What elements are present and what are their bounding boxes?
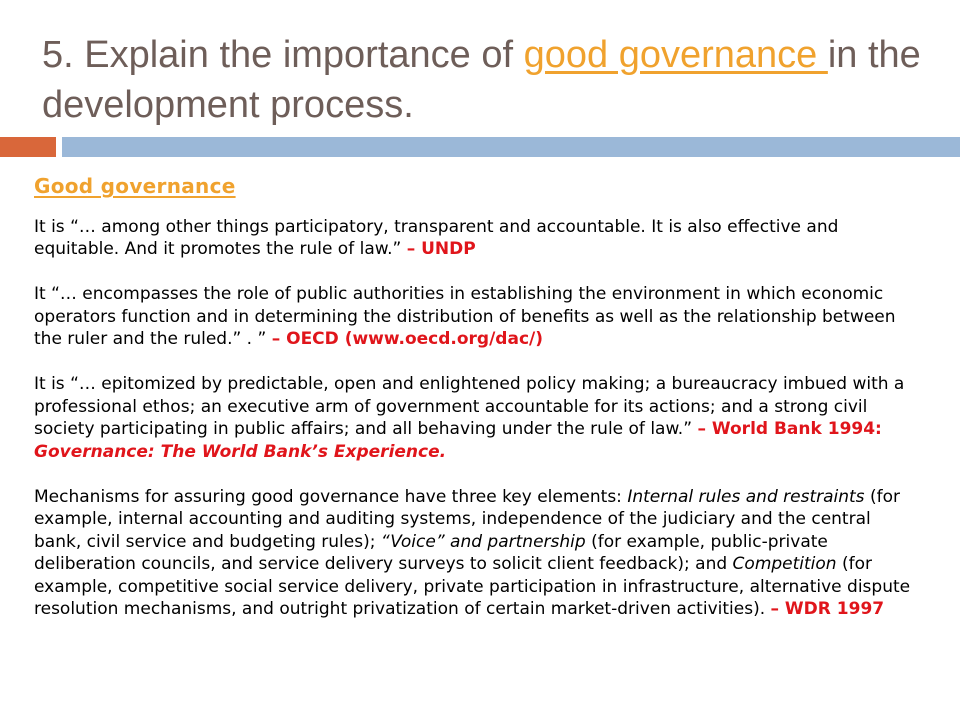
emphasis-competition: Competition — [732, 554, 837, 574]
body-text: (for example, internal accounting and auditing systems, independence of the judiciary and the central bank, civil service and budgeting rules); — [34, 486, 900, 552]
source-title: Governance: The World Bank’s Experience. — [34, 441, 447, 462]
title-prefix: 5. Explain the importance of — [42, 34, 524, 76]
quote-text: It is “… epitomized by predictable, open and enlightened policy making; a bureaucracy imbued with a professional ethos; an executive arm of government accountable for its actions; and a strong civil society participating in public affairs; and all behaving under the rule of law.” — [34, 374, 905, 439]
accent-bar-blue — [62, 137, 960, 157]
definition-world-bank — [34, 373, 914, 463]
source-citation: – WDR 1997 — [770, 599, 885, 619]
source-name: – World Bank 1994: — [697, 419, 882, 439]
body-text: (for example, competitive social service delivery, private participation in infrastructure, alternative dispute resolution mechanisms, and outright privatization of certain market-driven activities). — [34, 554, 911, 619]
definition-undp — [34, 216, 914, 261]
slide-body — [34, 175, 914, 643]
source-citation: – OECD (www.oecd.org/dac/) — [271, 329, 543, 349]
section-heading-link[interactable]: Good governance — [34, 174, 236, 198]
body-text: Mechanisms for assuring good governance have three key elements: — [34, 486, 628, 507]
source-citation: – UNDP — [406, 239, 476, 259]
slide-title — [42, 30, 942, 130]
body-text: (for example, public-private deliberation councils, and service delivery surveys to solicit client feedback); and — [34, 531, 828, 574]
title-suffix: in the development process. — [42, 34, 921, 126]
emphasis-voice: “Voice” and partnership — [380, 531, 586, 552]
accent-bar-orange — [0, 137, 56, 157]
mechanisms-paragraph — [34, 486, 914, 621]
quote-text: It “… encompasses the role of public authorities in establishing the environment in which economic operators function and in determining the distribution of benefits as well as the relationship between the ruler and the ruled.” . ” — [34, 284, 896, 349]
title-link-good-governance[interactable]: good governance — [523, 34, 828, 76]
quote-text: It is “… among other things participatory, transparent and accountable. It is also effective and equitable. And it promotes the rule of law.” — [34, 216, 839, 259]
definition-oecd — [34, 283, 914, 351]
emphasis-internal-rules: Internal rules and restraints — [627, 486, 865, 507]
